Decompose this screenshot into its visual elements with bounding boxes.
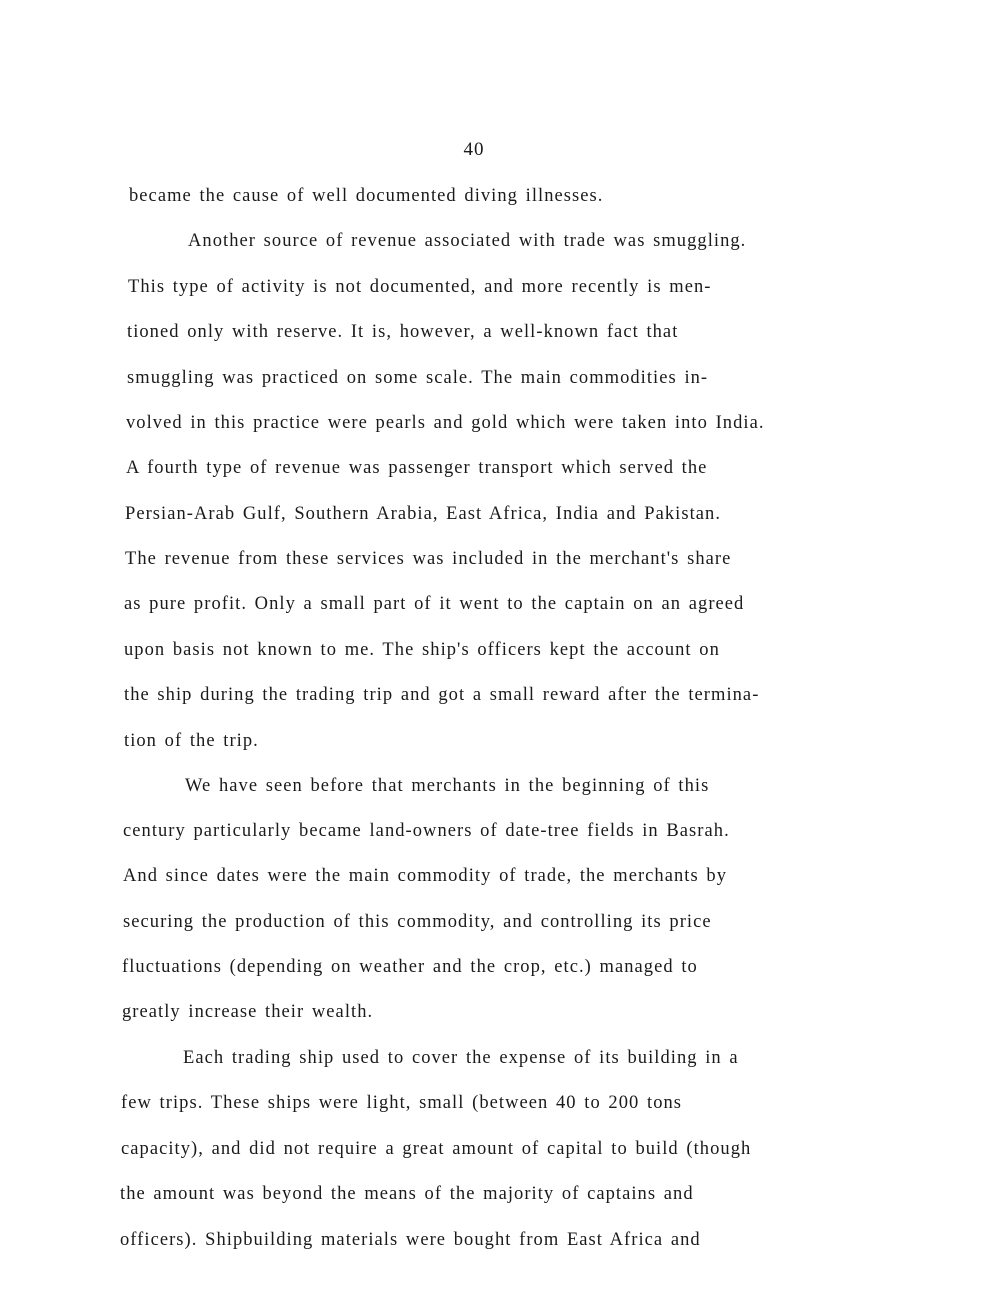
text-line: became the cause of well documented diving illnesses. (129, 186, 604, 206)
paragraph-first-line: We have seen before that merchants in the beginning of this (185, 776, 710, 796)
text-line: the amount was beyond the means of the majority of captains and (120, 1184, 694, 1204)
text-line: tioned only with reserve. It is, however, a well-known fact that (127, 322, 679, 342)
paragraph-first-line: Each trading ship used to cover the expense of its building in a (183, 1048, 739, 1068)
text-line: Persian-Arab Gulf, Southern Arabia, East Africa, India and Pakistan. (125, 504, 722, 524)
text-line: tion of the trip. (124, 731, 259, 751)
text-line: century particularly became land-owners of date-tree fields in Basrah. (123, 821, 730, 841)
text-line: upon basis not known to me. The ship's officers kept the account on (124, 640, 720, 660)
text-line: as pure profit. Only a small part of it went to the captain on an agreed (124, 594, 745, 614)
text-line: capacity), and did not require a great amount of capital to build (though (121, 1139, 752, 1159)
text-line: The revenue from these services was included in the merchant's share (125, 549, 732, 569)
text-line: few trips. These ships were light, small (between 40 to 200 tons (121, 1093, 683, 1113)
text-line: volved in this practice were pearls and gold which were taken into India. (126, 413, 765, 433)
paragraph-first-line: Another source of revenue associated with trade was smuggling. (188, 231, 747, 251)
text-line: greatly increase their wealth. (122, 1002, 374, 1022)
text-line: This type of activity is not documented, and more recently is men- (128, 277, 712, 297)
text-line: fluctuations (depending on weather and the crop, etc.) managed to (122, 957, 698, 977)
text-line: securing the production of this commodity, and controlling its price (123, 912, 712, 932)
text-line: A fourth type of revenue was passenger transport which served the (126, 458, 708, 478)
text-line: And since dates were the main commodity of trade, the merchants by (123, 866, 727, 886)
text-line: smuggling was practiced on some scale. The main commodities in- (127, 368, 709, 388)
text-line: officers). Shipbuilding materials were bought from East Africa and (120, 1230, 701, 1250)
text-line: the ship during the trading trip and got a small reward after the termina- (124, 685, 760, 705)
page-number: 40 (463, 139, 485, 160)
